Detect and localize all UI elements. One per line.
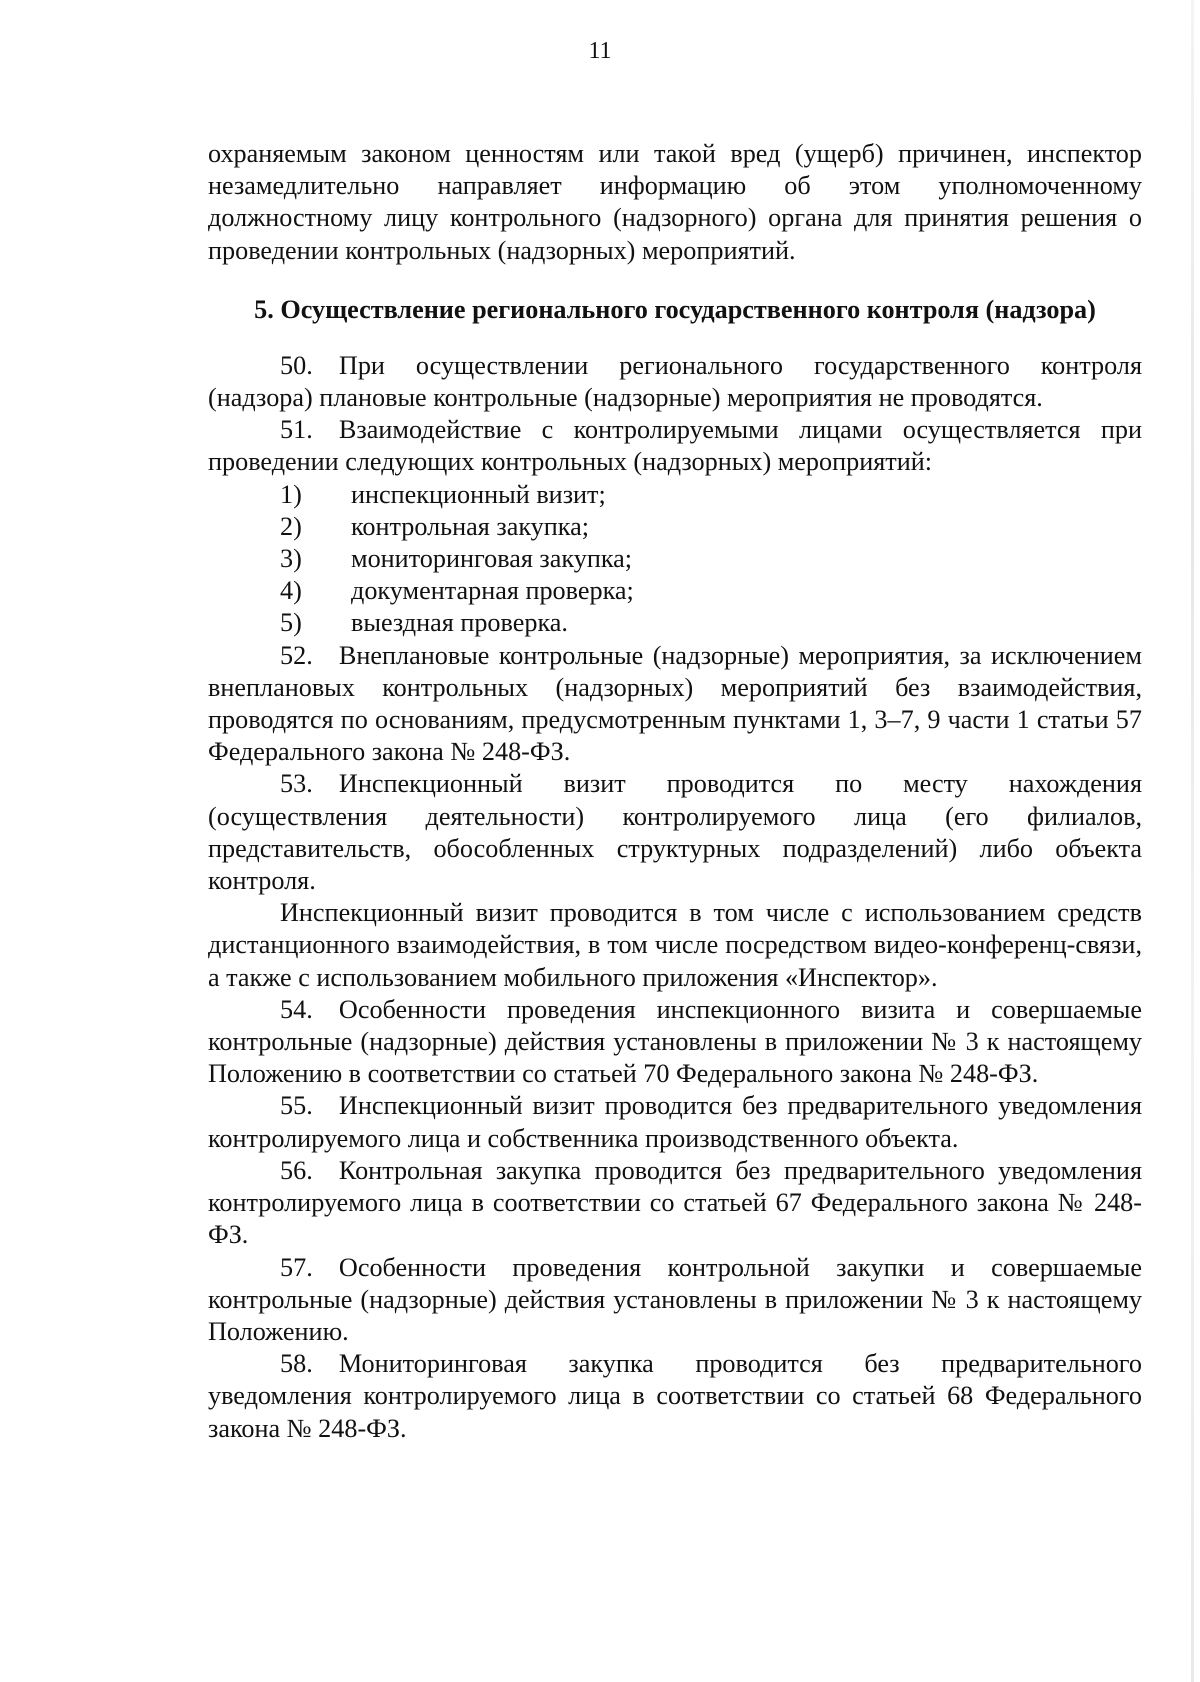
page-number: 11 (588, 38, 612, 64)
list-item-number: 5) (280, 608, 302, 638)
list-item (208, 479, 1142, 511)
list-item-number: 2) (280, 511, 302, 541)
list-item-number: 1) (280, 479, 302, 509)
list-item-text: мониторинговая закупка; (351, 544, 633, 574)
list-item-text: документарная проверка; (351, 576, 634, 606)
list-item-number: 3) (280, 544, 302, 574)
list-item (208, 575, 1142, 607)
scan-edge (1191, 0, 1194, 1682)
paragraph-51: 51. Взаимодействие с контролируемыми лицами осуществляется при проведении следующих контрольных (надзорных) мероприятий: (208, 415, 1142, 477)
paragraph-56: 56. Контрольная закупка проводится без предварительного уведомления контролируемого лица в соответствии со статьей 67 Федерального закона № 248-ФЗ. (208, 1155, 1142, 1250)
list-item-text: инспекционный визит; (351, 479, 606, 509)
paragraph-54: 54. Особенности проведения инспекционного визита и совершаемые контрольные (надзорные) действия установлены в приложении № 3 к настоящему Положению в соответствии со статьей 70 Федерального закона № 248-ФЗ. (208, 994, 1142, 1089)
paragraph-58: 58. Мониторинговая закупка проводится без предварительного уведомления контролируемого лица в соответствии со статьей 68 Федерального закона № 248-ФЗ. (208, 1349, 1142, 1443)
paragraph-50: 50. При осуществлении регионального государственного контроля (надзора) плановые контрольные (надзорные) мероприятия не проводятся. (208, 350, 1142, 413)
list-item (208, 543, 1142, 575)
measures-list (208, 479, 1142, 640)
list-item-text: выездная проверка. (351, 608, 568, 638)
list-item (208, 607, 1142, 639)
list-item (208, 511, 1142, 543)
paragraph-57: 57. Особенности проведения контрольной закупки и совершаемые контрольные (надзорные) действия установлены в приложении № 3 к настоящему Положению. (208, 1252, 1142, 1346)
intro-paragraph: охраняемым законом ценностям или такой вред (ущерб) причинен, инспектор незамедлительно направляет информацию об этом уполномоченному должностному лицу контрольного (надзорного) органа для принятия решения о проведении контрольных (надзорных) мероприятий. (208, 139, 1142, 265)
paragraph-53-continued: Инспекционный визит проводится в том числе с использованием средств дистанционного взаимодействия, в том числе посредством видео-конференц-связи, а также с использованием мобильного приложения «Инспектор». (208, 898, 1142, 992)
paragraph-53: 53. Инспекционный визит проводится по месту нахождения (осуществления деятельности) контролируемого лица (его филиалов, представительств, обособленных структурных подразделений) либо объекта контроля. (208, 769, 1142, 896)
section-heading: 5. Осуществление регионального государственного контроля (надзора) (254, 294, 1096, 324)
list-item-text: контрольная закупка; (351, 511, 590, 541)
paragraph-52: 52. Внеплановые контрольные (надзорные) мероприятия, за исключением внеплановых контрольных (надзорных) мероприятий без взаимодействия, проводятся по основаниям, предусмотренным пунктами 1, 3–7, 9 части 1 статьи 57 Федерального закона № 248-ФЗ. (208, 640, 1142, 767)
document-body (208, 138, 1142, 1445)
list-item-number: 4) (280, 576, 302, 606)
paragraph-55: 55. Инспекционный визит проводится без предварительного уведомления контролируемого лица и собственника производственного объекта. (208, 1091, 1142, 1153)
